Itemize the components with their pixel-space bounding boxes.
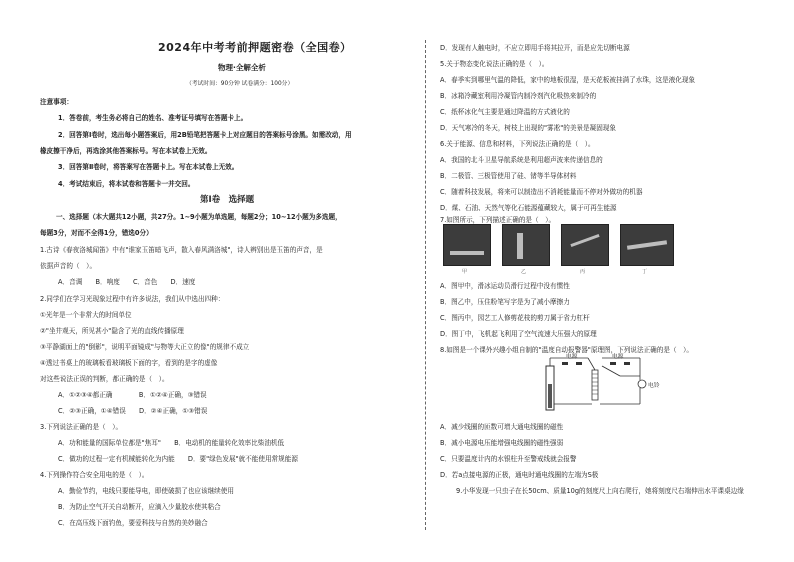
question-line: A．勤俭节约，电线只要能导电，即使破损了也应该继续使用 xyxy=(58,487,234,495)
question-line: D．图丁中，飞机起飞利用了空气流速大压强大的原理 xyxy=(440,330,597,338)
question-line: 5.关于物态变化说法正确的是（ ）。 xyxy=(440,60,549,68)
figure7-caption: 丁 xyxy=(642,269,648,275)
column-divider xyxy=(425,40,426,530)
note-line: 1．答卷前，考生务必将自己的姓名、准考证号填写在答题卡上。 xyxy=(58,114,248,122)
section-instructions: 每题3分，对而不全得1分，错选0分） xyxy=(40,229,153,237)
question-line: 9.小华发现一只虫子在长50cm、质量10g的刻度尺上向右爬行，她将刻度尺右端伸出水平课桌边缘 xyxy=(456,487,744,495)
figure8-circuit-diagram xyxy=(540,354,660,414)
question-line: A．春季实到哪里气温的降低，家中的地板很湿，是天花板被挂满了水珠，这是液化现象 xyxy=(440,76,696,84)
page-subtitle: 物理·全解全析 xyxy=(218,63,266,72)
figure7-photo-jia xyxy=(443,224,491,266)
question-line: A．功和能量的国际单位都是"焦耳" B．电动机的能量转化效率比柴油机低 xyxy=(58,439,285,447)
figure8-label-power: 电源 xyxy=(566,354,578,360)
note-line: 4．考试结束后，将本试卷和答题卡一并交回。 xyxy=(58,180,195,188)
note-line: 3．回答第Ⅱ卷时，将答案写在答题卡上。写在本试卷上无效。 xyxy=(58,163,239,171)
question-line: A．我国的北斗卫星导航系统是利用超声波来传递信息的 xyxy=(440,156,603,164)
section-title: 第Ⅰ卷 选择题 xyxy=(200,195,255,205)
question-line: D．发现有人触电时，不应立即用手将其拉开，而是应先切断电源 xyxy=(440,44,630,52)
question-line: C．在高压线下面钓鱼，要爱科技与自然的美妙融合 xyxy=(58,519,208,527)
question-line: D．天气寒冷的冬天，树枝上出现的"雾凇"的美景是凝固现象 xyxy=(440,124,616,132)
question-line: D．若a点接电源的正极，通电时通电线圈的左端为S极 xyxy=(440,471,599,479)
question-line: C．随着科技发展，将来可以制造出不消耗能量而不停对外做功的机器 xyxy=(440,188,643,196)
question-line: 6.关于能源、信息和材料，下列说法正确的是（ ）。 xyxy=(440,140,595,148)
question-line: D．煤、石油、天然气等化石能源蕴藏较大，属于可再生能源 xyxy=(440,204,617,212)
question-line: A．音调 B．响度 C．音色 D．速度 xyxy=(58,278,196,286)
question-line: B．为防止空气开关自动断开，应滴入少量胶水使其粘合 xyxy=(58,503,221,511)
question-line: C．纸杯冰化气主要是通过降温的方式液化的 xyxy=(440,108,570,116)
figure7-caption: 丙 xyxy=(580,269,586,275)
question-line: C．②③正确，①④错误 D．②④正确，①③错误 xyxy=(58,407,208,415)
note-line: 橡皮擦干净后，再选涂其他答案标号。写在本试卷上无效。 xyxy=(40,147,212,155)
question-line: 8.如图是一个课外兴趣小组自制的"温度自动报警器"原理图，下列说法正确的是（ ）。 xyxy=(440,346,694,354)
question-line: A．①②③④都正确 B．①②④正确，③错误 xyxy=(58,391,207,399)
question-line: C．图丙中，园艺工人修剪花枝的剪刀属于省力杠杆 xyxy=(440,314,590,322)
exam-meta: （考试时间：90分钟 试卷满分：100分） xyxy=(186,81,294,87)
question-line: C．做功的过程一定有机械能转化为内能 D．要"绿色发展"就不能使用常规能源 xyxy=(58,455,298,463)
figure7-caption: 乙 xyxy=(521,269,527,275)
figure7-photo-bing xyxy=(561,224,609,266)
question-line: B．减小电源电压能增强电线圈的磁性强弱 xyxy=(440,439,564,447)
question-line: 3.下列说法正确的是（ ）。 xyxy=(40,423,123,431)
page-title: 2024年中考考前押题密卷（全国卷） xyxy=(158,41,352,54)
question-line: B．二极管、三极管使用了硅、锗等半导体材料 xyxy=(440,172,577,180)
figure8-label-bell: 电铃 xyxy=(648,383,660,389)
question-line: ②"坐井观天，所见甚小"隐含了光的直线传播原理 xyxy=(40,327,184,335)
question-line: 对这些说法正误的判断，都正确的是（ ）。 xyxy=(40,375,169,383)
notes-heading: 注意事项： xyxy=(40,98,73,106)
figure8-label-power: 电源 xyxy=(612,354,624,360)
question-line: B．图乙中，压住粉笔写字是为了减小摩擦力 xyxy=(440,298,570,306)
question-line: A．减少线圈的匝数可增大通电线圈的磁性 xyxy=(440,423,564,431)
figure7-photo-yi xyxy=(502,224,550,266)
question-line: B．冰箱冷藏室利用冷凝管内制冷剂汽化吸热来制冷的 xyxy=(440,92,597,100)
question-line: ④透过书桌上的玻璃板看玻璃板下面的字，看到的是字的虚像 xyxy=(40,359,218,367)
question-line: A．图甲中，滑冰运动员滑行过程中没有惯性 xyxy=(440,282,570,290)
question-line: 7.如图所示，下列描述正确的是（ ）。 xyxy=(440,216,556,224)
question-line: C．只要温度计内的水银柱升至警戒线就会报警 xyxy=(440,455,577,463)
note-line: 2．回答第Ⅰ卷时，选出每小题答案后，用2B铅笔把答题卡上对应题目的答案标号涂黑。如需改动，用 xyxy=(58,131,352,139)
question-line: 依据声音的（ ）。 xyxy=(40,262,97,270)
figure7-photo-ding xyxy=(620,224,674,266)
question-line: ①光年是一个非常大的时间单位 xyxy=(40,311,132,319)
figure7-caption: 甲 xyxy=(462,269,468,275)
question-line: 4.下列操作符合安全用电的是（ ）。 xyxy=(40,471,149,479)
question-line: 2.同学们在学习光现象过程中有许多说法，我们从中选出四种： xyxy=(40,295,225,303)
section-instructions: 一、选择题（本大题共12小题，共27分。1~9小题为单选题，每题2分；10~12小题为多选题， xyxy=(56,213,342,221)
question-line: ③平静湖面上的"倒影"，说明平面镜成"与物等大正立的像"的规律不成立 xyxy=(40,343,250,351)
question-line: 1.古诗《春夜洛城闻笛》中有"谁家玉笛暗飞声，散入春风满洛城"，诗人辨别出是玉笛的声音，是 xyxy=(40,246,323,254)
